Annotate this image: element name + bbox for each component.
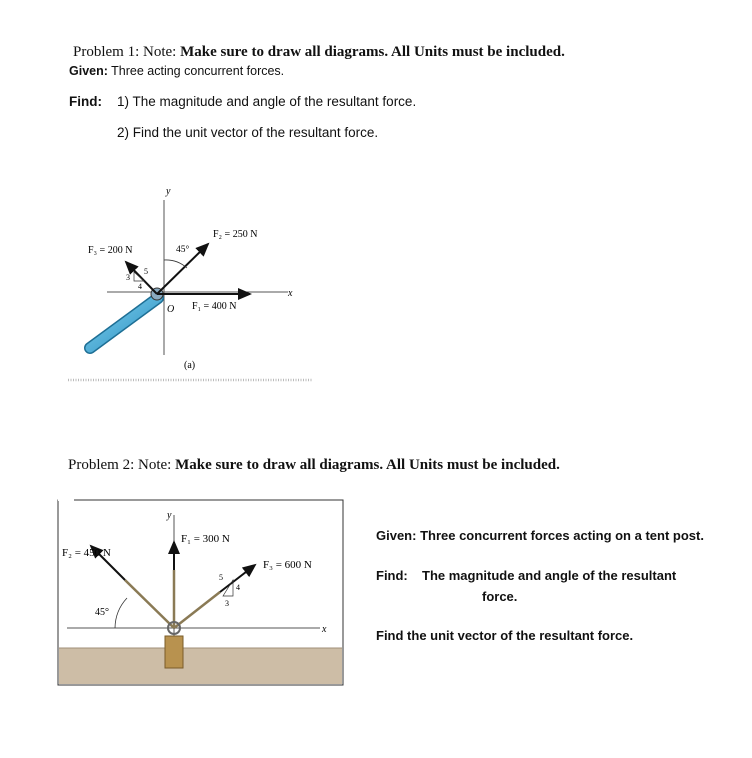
angle-label: 45° xyxy=(176,245,190,255)
frame-gap xyxy=(58,498,74,501)
problem1-figure xyxy=(60,180,330,390)
given-text: Three acting concurrent forces. xyxy=(111,64,285,78)
given-label: Given: xyxy=(69,64,108,78)
problem2-find-label: Find: xyxy=(376,568,408,583)
x-axis-label: x xyxy=(288,288,293,299)
find-label: Find: xyxy=(69,94,102,109)
find-item-1: 1) The magnitude and angle of the resultant force. xyxy=(117,94,417,109)
figure-caption: (a) xyxy=(184,360,196,371)
pipe xyxy=(90,298,158,348)
origin-label: O xyxy=(167,304,175,315)
tri-4: 4 xyxy=(138,282,142,291)
y-axis-label-2: y xyxy=(167,510,172,521)
tri-5-2: 5 xyxy=(219,573,223,582)
problem2-note: Make sure to draw all diagrams. All Units must be included. xyxy=(175,457,560,473)
f1-label-2: F₁ = 300 N xyxy=(181,533,230,545)
problem2-find-text-2: force. xyxy=(482,589,518,604)
tri-3: 3 xyxy=(126,273,130,282)
f2-label: F₂ = 250 N xyxy=(213,229,258,240)
problem1-intro: Problem 1: Note: xyxy=(73,44,181,60)
x-axis-label-2: x xyxy=(322,624,327,635)
tri-4-2: 4 xyxy=(236,583,240,592)
problem2-intro: Problem 2: Note: xyxy=(68,457,176,473)
tri-3-2: 3 xyxy=(225,599,229,608)
problem2-figure xyxy=(55,490,350,690)
rope-f2 xyxy=(125,580,174,628)
tent-post xyxy=(165,636,183,668)
f2-label-2: F₂ = 450 N xyxy=(62,547,111,559)
f3-label: F₃ = 200 N xyxy=(88,245,133,256)
problem2-find-text-1: The magnitude and angle of the resultant xyxy=(422,568,677,583)
tri-5: 5 xyxy=(144,267,148,276)
problem1-given xyxy=(69,64,284,78)
angle-label-2: 45° xyxy=(95,607,109,618)
rope-f3 xyxy=(174,592,220,628)
problem2-given: Given: Three concurrent forces acting on a tent post. xyxy=(376,528,704,543)
f3-label-2: F₃ = 600 N xyxy=(263,559,312,571)
angle-arc-2 xyxy=(115,598,127,628)
find-item-2: 2) Find the unit vector of the resultant force. xyxy=(117,125,379,140)
problem1-note: Make sure to draw all diagrams. All Units must be included. xyxy=(180,44,565,60)
ground xyxy=(59,648,342,684)
problem2-unit-vector: Find the unit vector of the resultant force. xyxy=(376,628,634,643)
problem1-title xyxy=(73,44,565,61)
slope-triangle xyxy=(134,272,144,281)
problem2-title xyxy=(68,457,560,474)
f1-label: F₁ = 400 N xyxy=(192,301,237,312)
y-axis-label: y xyxy=(166,186,171,197)
